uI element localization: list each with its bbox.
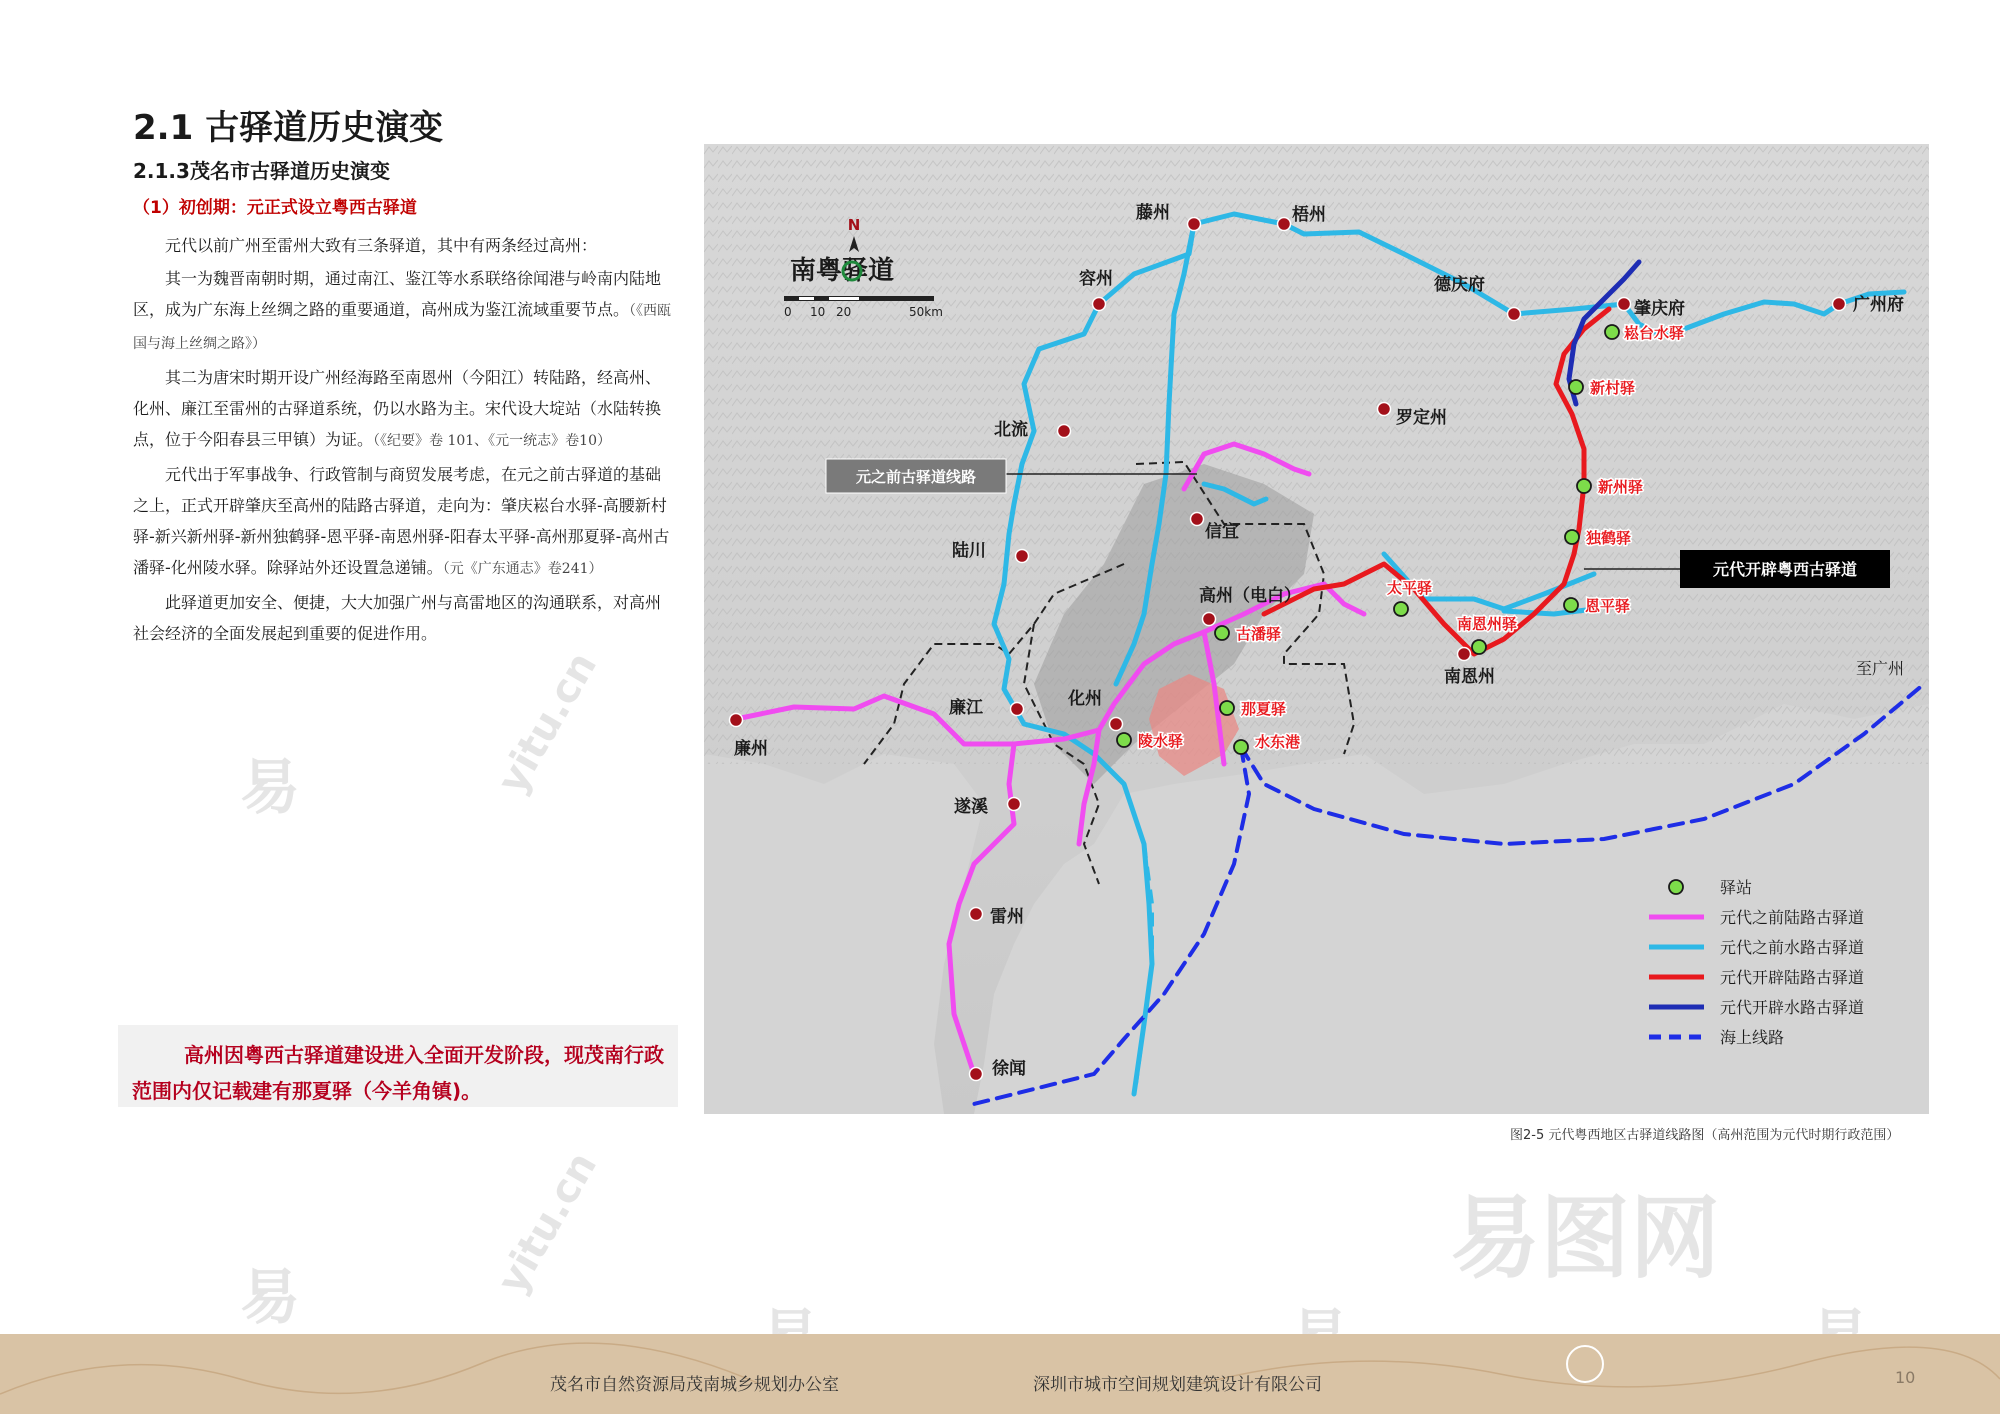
scale-label: 20	[836, 305, 852, 319]
city-label-zhaoqingfu: 肇庆府	[1634, 299, 1685, 319]
city-label-beiliu: 北流	[994, 420, 1028, 440]
page-title: 2.1 古驿道历史演变	[133, 108, 444, 148]
city-label-xinyi: 信宜	[1205, 522, 1239, 542]
watermark: 易	[240, 1263, 300, 1333]
legend-label: 元代开辟陆路古驿道	[1720, 968, 1865, 987]
city-label-luodingzhou: 罗定州	[1396, 408, 1447, 428]
callout-pre-yuan	[826, 459, 1006, 493]
city-marker-deqingfu	[1508, 308, 1521, 321]
station-label-nanenzhouyi: 南恩州驿	[1457, 615, 1518, 633]
city-label-xuwen: 徐闻	[992, 1059, 1026, 1079]
legend-swatch-station	[1669, 880, 1683, 894]
city-label-lianjiang: 廉江	[949, 698, 983, 718]
city-marker-rongzhou	[1093, 298, 1106, 311]
station-label-xinzhouyi: 新州驿	[1598, 478, 1644, 496]
city-label-wuzhou: 梧州	[1292, 205, 1326, 225]
station-label-taiping: 太平驿	[1387, 579, 1433, 597]
scale-label: 50km	[909, 305, 943, 319]
svg-text:元代开辟粤西古驿道: 元代开辟粤西古驿道	[1712, 560, 1858, 579]
map-title: 南粤驿道	[789, 256, 895, 286]
station-label-songtai: 崧台水驿	[1624, 324, 1685, 342]
callout-yuan	[1680, 550, 1890, 588]
city-marker-tengzhou	[1188, 218, 1201, 231]
watermark-url: yitu.cn	[488, 1144, 606, 1302]
city-marker-guangzhoufu	[1833, 298, 1846, 311]
city-label-nanenzhou: 南恩州	[1444, 667, 1495, 687]
footer-right-org: 深圳市城市空间规划建筑设计有限公司	[1033, 1375, 1322, 1395]
city-label-huazhou: 化州	[1068, 689, 1102, 709]
scale-label: 10	[810, 305, 826, 319]
city-marker-beiliu	[1058, 425, 1071, 438]
paragraph: 元代出于军事战争、行政管制与商贸发展考虑，在元之前古驿道的基础之上，正式开辟肇庆至高州的陆路古驿道，走向为：肇庆崧台水驿-高腰新村驿-新兴新州驿-新州独鹤驿-恩平驿-南恩州驿-阳春太平驿-高州那夏驿-高州古潘驿-化州陵水驿。除驿站外还设置急递铺。（元《广东通志》卷241）	[133, 465, 670, 577]
city-marker-gaozhou	[1203, 613, 1216, 626]
city-marker-lianjiang	[1011, 703, 1024, 716]
paragraph: 此驿道更加安全、便捷，大大加强广州与高雷地区的沟通联系，对高州社会经济的全面发展起到重要的促进作用。	[133, 593, 662, 643]
city-label-gaozhou: 高州（电白）	[1199, 586, 1301, 606]
station-label-gupan: 古潘驿	[1236, 625, 1282, 643]
station-marker-songtai	[1605, 325, 1619, 339]
paragraph: 元代以前广州至雷州大致有三条驿道，其中有两条经过高州：	[165, 236, 598, 255]
station-label-lingshui: 陵水驿	[1138, 732, 1184, 750]
city-label-tengzhou: 藤州	[1136, 203, 1170, 223]
city-label-leizhou: 雷州	[990, 907, 1024, 927]
scale-label: 0	[784, 305, 792, 319]
station-marker-nanenzhouyi	[1472, 640, 1486, 654]
city-marker-xinyi	[1191, 513, 1204, 526]
station-marker-taiping	[1394, 602, 1408, 616]
station-marker-lingshui	[1117, 733, 1131, 747]
paragraph: 其一为魏晋南朝时期，通过南江、鉴江等水系联络徐闻港与岭南内陆地区，成为广东海上丝绸之路的重要通道，高州成为鉴江流域重要节点。（《西瓯国与海上丝绸之路》）	[133, 269, 672, 352]
station-label-naxia: 那夏驿	[1241, 700, 1287, 718]
svg-text:元之前古驿道线路: 元之前古驿道线路	[855, 468, 977, 486]
route-map	[704, 144, 1929, 1114]
station-marker-naxia	[1220, 701, 1234, 715]
body-text	[133, 230, 673, 651]
city-marker-lianzhou	[730, 714, 743, 727]
section-subtitle: 2.1.3茂名市古驿道历史演变	[133, 159, 390, 183]
city-marker-xuwen	[970, 1068, 983, 1081]
city-marker-nanenzhou	[1458, 648, 1471, 661]
footer-left-org: 茂名市自然资源局茂南城乡规划办公室	[550, 1375, 839, 1395]
to-guangzhou-label: 至广州	[1856, 659, 1905, 678]
city-marker-luodingzhou	[1378, 403, 1391, 416]
citation: （《纪要》卷 101、《元一统志》卷10）	[373, 433, 612, 449]
station-marker-xincun	[1569, 380, 1583, 394]
station-marker-gupan	[1215, 626, 1229, 640]
city-marker-luchuan	[1016, 550, 1029, 563]
footer	[0, 1334, 2000, 1414]
city-label-guangzhoufu: 广州府	[1853, 295, 1904, 315]
legend-label: 元代之前水路古驿道	[1720, 938, 1865, 957]
station-label-duhe: 独鹤驿	[1586, 529, 1632, 547]
highlight-box: 高州因粤西古驿道建设进入全面开发阶段，现茂南行政范围内仅记载建有那夏驿（今羊角镇)。	[118, 1025, 678, 1107]
station-marker-xinzhouyi	[1577, 479, 1591, 493]
city-label-suixi: 遂溪	[954, 797, 988, 817]
city-marker-huazhou	[1110, 718, 1123, 731]
page-number: 10	[1895, 1368, 1916, 1387]
station-label-xincun: 新村驿	[1590, 379, 1636, 397]
city-label-rongzhou: 容州	[1079, 269, 1113, 289]
paragraph: 其二为唐宋时期开设广州经海路至南恩州（今阳江）转陆路，经高州、化州、廉江至雷州的古驿道系统，仍以水路为主。宋代设大埞站（水陆转换点，位于今阳春县三甲镇）为证。（《纪要》卷 101、《元一统志》卷10）	[133, 368, 662, 449]
city-marker-wuzhou	[1278, 218, 1291, 231]
section-heading: （1）初创期：元正式设立粤西古驿道	[133, 198, 417, 218]
station-marker-enping	[1564, 598, 1578, 612]
legend-label: 元代之前陆路古驿道	[1720, 908, 1865, 927]
legend-label: 元代开辟水路古驿道	[1720, 998, 1865, 1017]
city-label-luchuan: 陆川	[952, 541, 986, 561]
legend-label: 驿站	[1720, 878, 1753, 897]
station-label-enping: 恩平驿	[1585, 597, 1631, 615]
watermark-brand: 易图网	[1450, 1186, 1720, 1291]
station-label-shuidong: 水东港	[1255, 733, 1301, 751]
footer-mountain-decoration	[0, 1334, 2000, 1414]
city-marker-zhaoqingfu	[1618, 298, 1631, 311]
watermark-url: yitu.cn	[488, 644, 606, 802]
station-marker-duhe	[1565, 530, 1579, 544]
city-marker-leizhou	[970, 908, 983, 921]
city-label-lianzhou: 廉州	[734, 739, 768, 759]
station-marker-shuidong	[1234, 740, 1248, 754]
legend-label: 海上线路	[1720, 1028, 1785, 1047]
city-marker-suixi	[1008, 798, 1021, 811]
citation: （元《广东通志》卷241）	[442, 561, 603, 577]
citation: （《西瓯国与海上丝绸之路》）	[133, 303, 672, 352]
watermark: 易	[240, 753, 300, 823]
figure-caption: 图2-5 元代粤西地区古驿道线路图（高州范围为元代时期行政范围）	[1510, 1128, 1900, 1143]
north-arrow-label: N	[847, 216, 861, 234]
city-label-deqingfu: 德庆府	[1434, 275, 1485, 295]
